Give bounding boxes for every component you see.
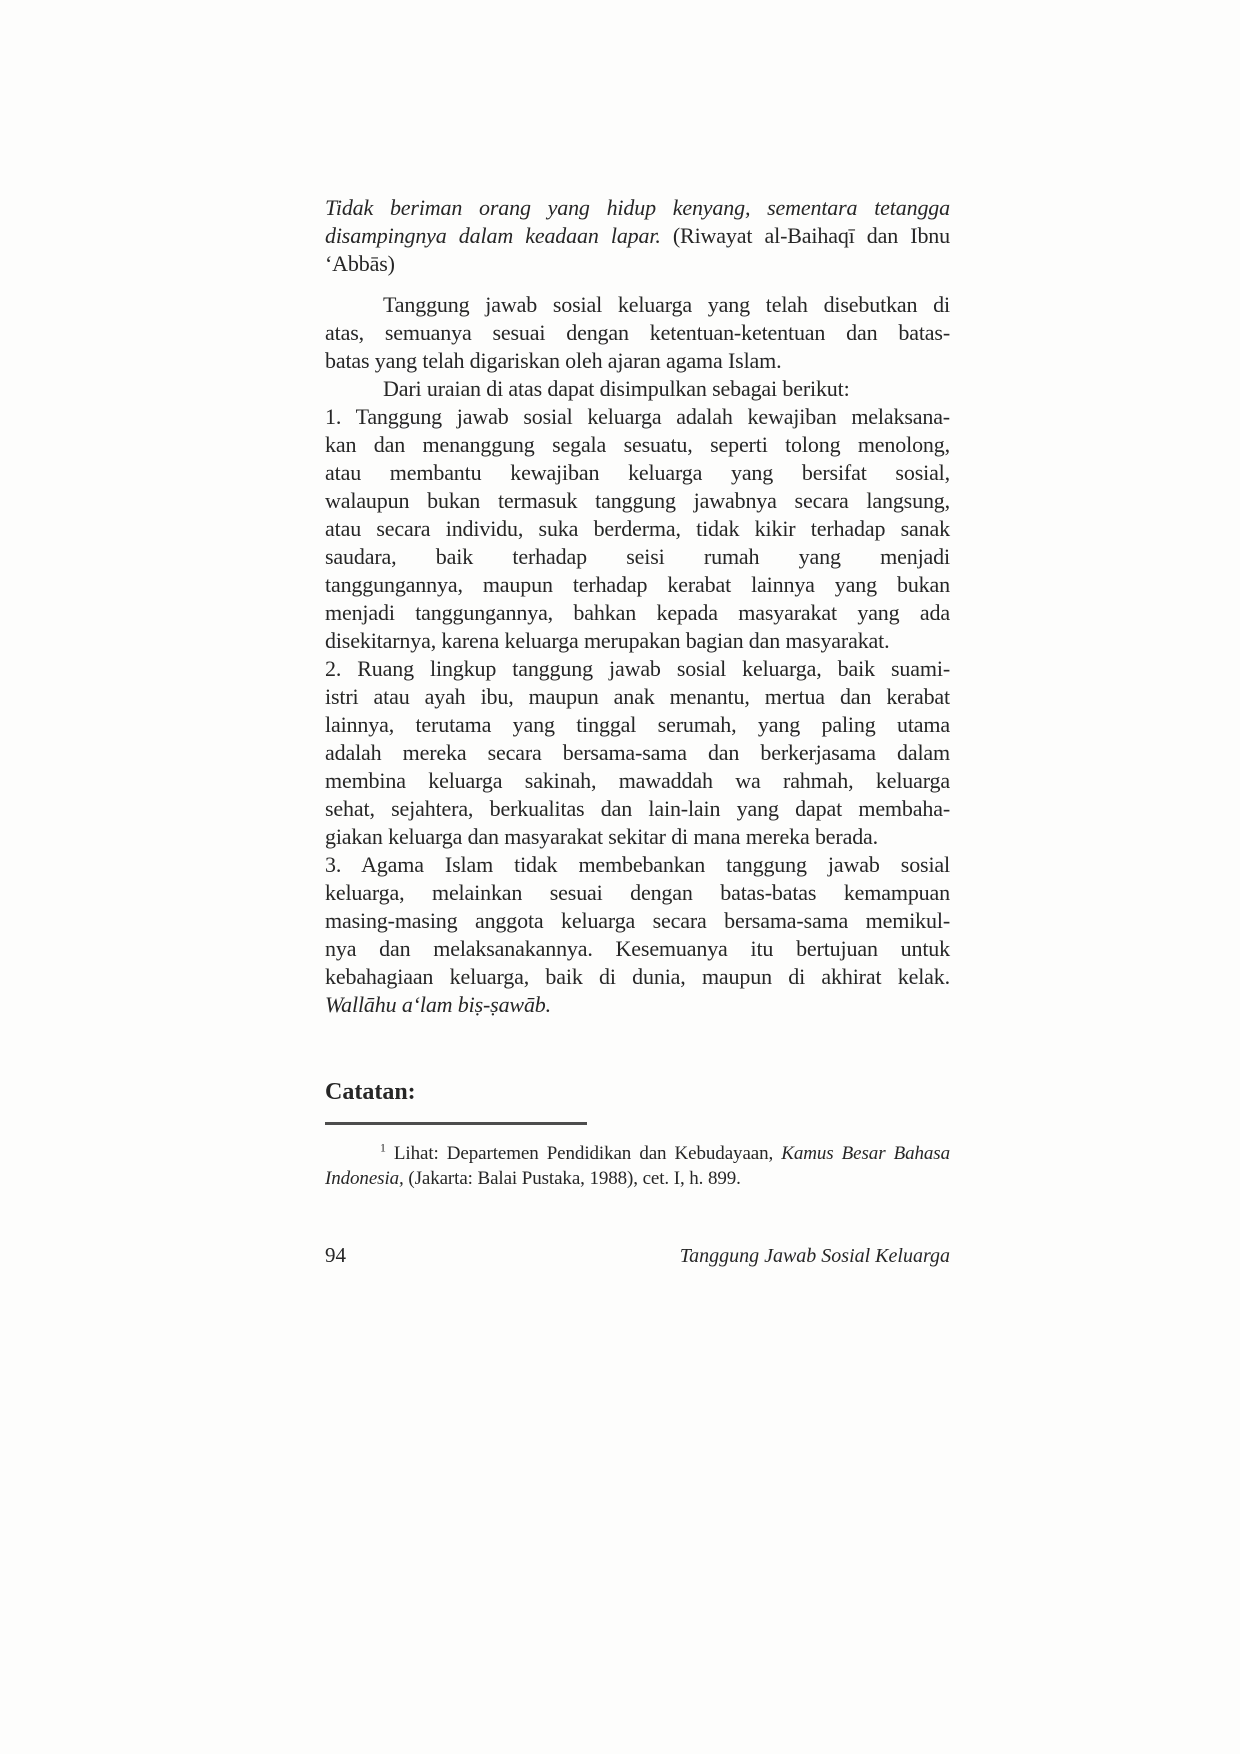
text-line (325, 627, 950, 655)
text-segment: walaupun bukan termasuk tanggung jawabnya secara langsung, (325, 488, 950, 513)
text-segment: batas yang telah digariskan oleh ajaran agama Islam. (325, 348, 782, 373)
text-segment: nya dan melaksanakannya. Kesemuanya itu bertujuan untuk (325, 936, 950, 961)
text-segment: kebahagiaan keluarga, baik di dunia, maupun di akhirat kelak. (325, 964, 950, 989)
text-segment: atas, semuanya sesuai dengan ketentuan-ketentuan dan batas- (325, 320, 950, 345)
text-line (325, 879, 950, 907)
text-segment: istri atau ayah ibu, maupun anak menantu, mertua dan kerabat (325, 684, 950, 709)
text-line (325, 319, 950, 347)
text-line (325, 543, 950, 571)
text-line (325, 907, 950, 935)
text-line (325, 739, 950, 767)
text-segment: Wallāhu a‘lam biṣ-ṣawāb. (325, 992, 551, 1017)
text-line (325, 1141, 950, 1166)
running-title: Tanggung Jawab Sosial Keluarga (679, 1245, 950, 1267)
text-line (325, 347, 950, 375)
text-segment: atau membantu kewajiban keluarga yang bersifat sosial, (325, 460, 950, 485)
text-segment: atau secara individu, suka berderma, tidak kikir terhadap sanak (325, 516, 950, 541)
quote-block (325, 194, 950, 278)
list-item-1 (325, 403, 950, 655)
text-segment: 1. Tanggung jawab sosial keluarga adalah kewajiban melaksana- (325, 404, 950, 429)
text-line (325, 683, 950, 711)
paragraph-summary (325, 291, 950, 375)
page-number: 94 (325, 1243, 346, 1267)
text-line (325, 599, 950, 627)
text-segment: keluarga, melainkan sesuai dengan batas-batas kemampuan (325, 880, 950, 905)
text-segment: Tanggung jawab sosial keluarga yang telah disebutkan di (383, 292, 950, 317)
list-item-2 (325, 655, 950, 851)
notes-heading: Catatan: (325, 1079, 416, 1105)
text-line (325, 459, 950, 487)
text-segment: adalah mereka secara bersama-sama dan berkerjasama dalam (325, 740, 950, 765)
text-segment: saudara, baik terhadap seisi rumah yang menjadi (325, 544, 950, 569)
footnote-separator (325, 1122, 587, 1125)
text-segment: giakan keluarga dan masyarakat sekitar di mana mereka berada. (325, 824, 879, 849)
text-segment: membina keluarga sakinah, mawaddah wa rahmah, keluarga (325, 768, 950, 793)
text-segment: Dari uraian di atas dapat disimpulkan sebagai berikut: (383, 376, 850, 401)
text-line (325, 291, 950, 319)
text-line (325, 431, 950, 459)
text-segment: Kamus Besar Bahasa (781, 1143, 950, 1164)
text-line (325, 795, 950, 823)
text-line (325, 655, 950, 683)
text-segment: tanggungannya, maupun terhadap kerabat lainnya yang bukan (325, 572, 950, 597)
text-segment: lainnya, terutama yang tinggal serumah, yang paling utama (325, 712, 950, 737)
text-line (325, 767, 950, 795)
text-line (325, 1166, 950, 1191)
footnote-1 (325, 1141, 950, 1191)
text-segment: 2. Ruang lingkup tanggung jawab sosial keluarga, baik suami- (325, 656, 950, 681)
text-segment: Indonesia, (325, 1168, 404, 1189)
text-segment: masing-masing anggota keluarga secara bersama-sama memikul- (325, 908, 950, 933)
text-line (325, 194, 950, 222)
text-line (325, 935, 950, 963)
text-line (325, 250, 950, 278)
text-line (325, 515, 950, 543)
text-line (325, 222, 950, 250)
text-line (325, 375, 950, 403)
text-segment: ‘Abbās) (325, 251, 395, 276)
text-segment: kan dan menanggung segala sesuatu, seperti tolong menolong, (325, 432, 950, 457)
footnote-text (325, 1141, 950, 1191)
text-line (325, 851, 950, 879)
list-item-3 (325, 851, 950, 1019)
paragraph-intro-conclusions (325, 375, 950, 403)
text-segment: Tidak beriman orang yang hidup kenyang, sementara tetangga (325, 195, 950, 220)
footnote-marker: 1 (380, 1141, 386, 1155)
text-line (325, 571, 950, 599)
text-segment: Lihat: Departemen Pendidikan dan Kebudayaan, (385, 1143, 782, 1164)
text-segment: (Riwayat al-Baihaqī dan Ibnu (660, 223, 951, 248)
text-segment: disampingnya dalam keadaan lapar. (325, 223, 661, 248)
text-line (325, 487, 950, 515)
text-segment: sehat, sejahtera, berkualitas dan lain-lain yang dapat membaha- (325, 796, 950, 821)
body-text (325, 194, 950, 1019)
page-footer (325, 1243, 950, 1268)
text-segment: menjadi tanggungannya, bahkan kepada masyarakat yang ada (325, 600, 950, 625)
text-line (325, 823, 950, 851)
text-line (325, 991, 950, 1019)
text-line (325, 963, 950, 991)
text-line (325, 711, 950, 739)
text-segment: (Jakarta: Balai Pustaka, 1988), cet. I, h. 899. (403, 1168, 741, 1189)
text-segment: 3. Agama Islam tidak membebankan tanggung jawab sosial (325, 852, 950, 877)
text-line (325, 403, 950, 431)
text-segment: disekitarnya, karena keluarga merupakan bagian dan masyarakat. (325, 628, 890, 653)
